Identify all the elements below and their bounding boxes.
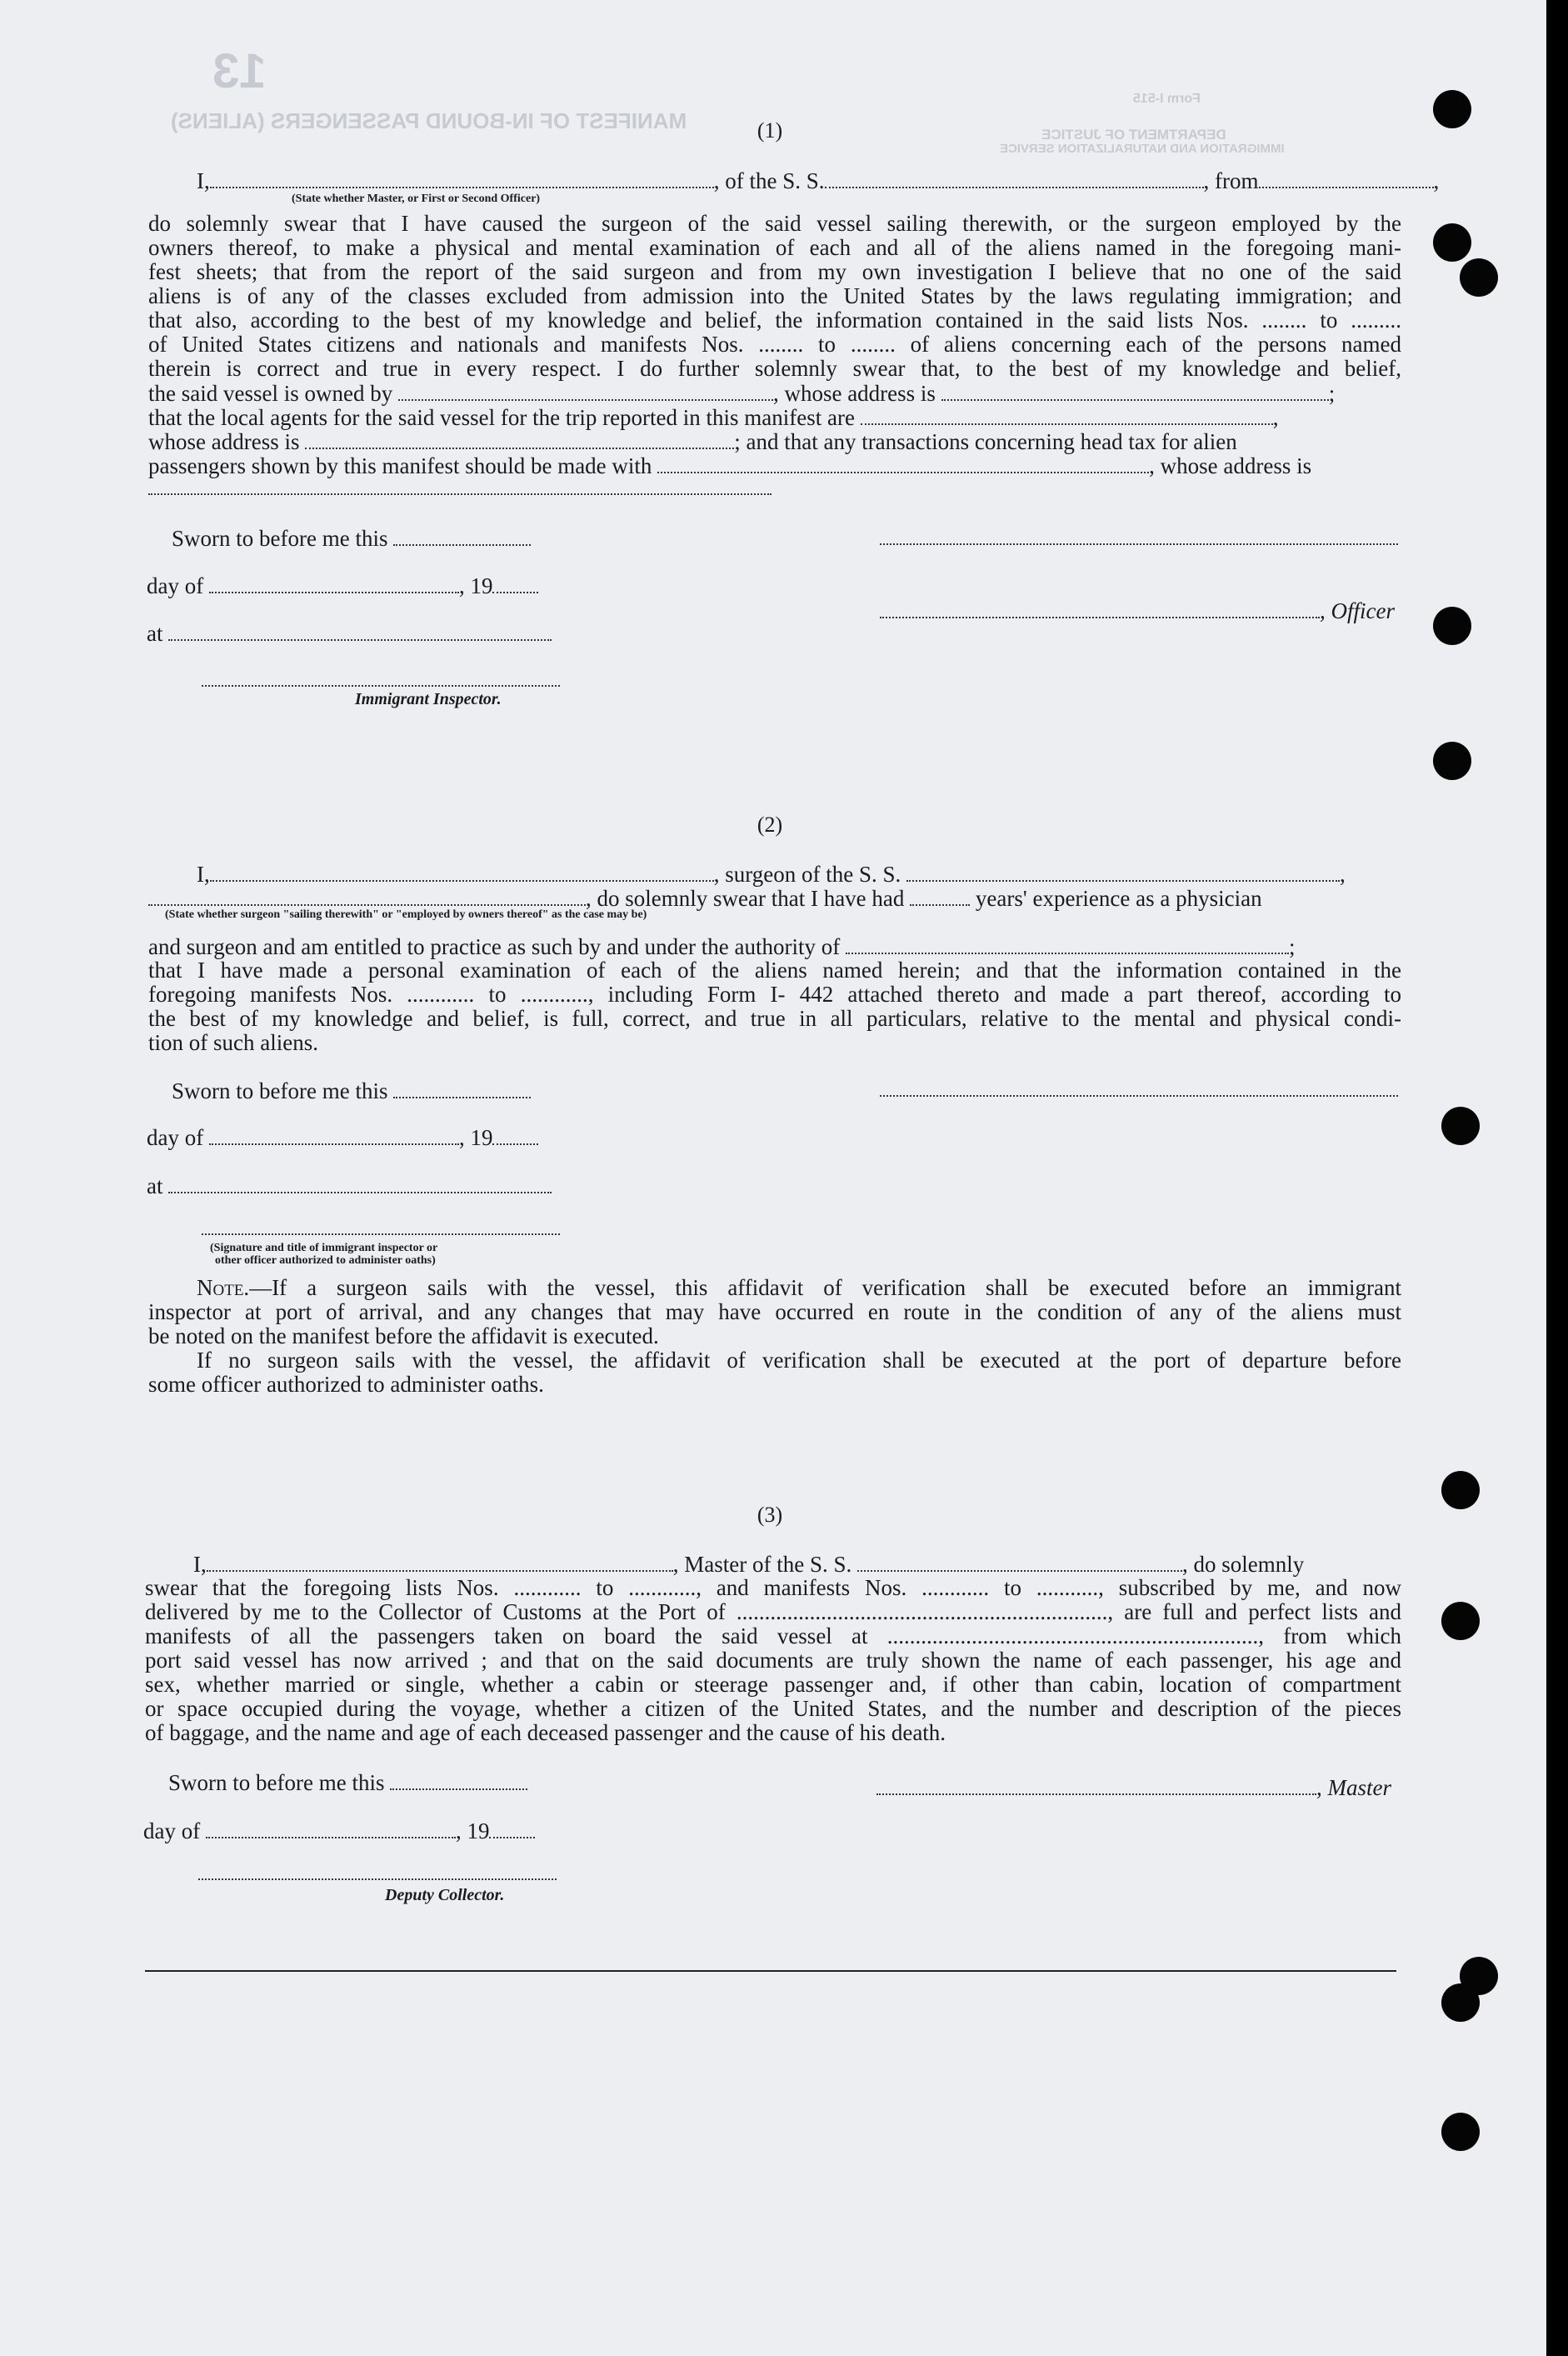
note-label: Note. bbox=[197, 1275, 250, 1300]
punch-hole bbox=[1441, 1471, 1480, 1509]
punch-hole bbox=[1441, 2113, 1480, 2151]
note-1-line: inspector at port of arrival, and any changes that may have occurred en route in the condition of any of the aliens must bbox=[148, 1299, 1401, 1324]
s1-owned-line bbox=[148, 381, 1335, 406]
s3-para-line: of baggage, and the name and age of each deceased passenger and the cause of his death. bbox=[145, 1720, 946, 1745]
sworn-date-field[interactable] bbox=[393, 1080, 531, 1098]
year-label: , 19 bbox=[458, 573, 493, 598]
month-field[interactable] bbox=[209, 575, 459, 593]
agents-address-field[interactable] bbox=[305, 431, 734, 449]
sworn-date-field[interactable] bbox=[390, 1772, 527, 1790]
year-field[interactable] bbox=[492, 1127, 538, 1145]
comma: , bbox=[1340, 862, 1346, 887]
s3-para-line: swear that the foregoing lists Nos. ............ to ............, and manifests Nos. ............ to ..........., subscribed by me, and now bbox=[145, 1575, 1401, 1600]
month-field[interactable] bbox=[209, 1127, 459, 1145]
punch-hole bbox=[1433, 90, 1471, 128]
s3-day-line bbox=[143, 1818, 535, 1843]
years-field[interactable] bbox=[910, 888, 970, 906]
at-label: at bbox=[147, 1173, 163, 1198]
s2-line2 bbox=[148, 886, 1262, 911]
note-2-line: some officer authorized to administer oaths. bbox=[148, 1372, 544, 1397]
s3-para-line: sex, whether married or single, whether a cabin or steerage passenger and, if other than cabin, location of compartment bbox=[145, 1672, 1401, 1697]
at-label: at bbox=[147, 621, 163, 646]
s1-comma: , bbox=[1433, 168, 1440, 193]
semicolon: ; bbox=[1289, 934, 1296, 959]
s1-agents-line bbox=[148, 405, 1278, 430]
s3-para-line: delivered by me to the Collector of Customs at the Port of .................................................................., are full and perfect lists and bbox=[145, 1599, 1401, 1624]
officer-title-field[interactable] bbox=[880, 600, 1320, 618]
note-2-line: If no surgeon sails with the vessel, the affidavit of verification shall be executed at the port of departure before bbox=[197, 1348, 1401, 1373]
note-1-text: —If a surgeon sails with the vessel, this affidavit of verification shall be executed before an immigrant bbox=[249, 1275, 1401, 1300]
day-of-label: day of bbox=[147, 573, 204, 598]
s1-para-line: therein is correct and true in every respect. I do further solemnly swear that, to the best of my knowledge and belief, bbox=[148, 356, 1401, 381]
note-2 bbox=[148, 1348, 1401, 1397]
head-tax-label: ; and that any transactions concerning head tax for alien bbox=[734, 429, 1237, 454]
agents-address-label: whose address is bbox=[148, 429, 300, 454]
s1-para-line: do solemnly swear that I have caused the surgeon of the said vessel sailing therewith, or the surgeon employed by the bbox=[148, 211, 1401, 236]
solemnly-label: , do solemnly bbox=[1181, 1552, 1305, 1577]
section-3-heading: (3) bbox=[757, 1503, 783, 1527]
s1-i-label: I, bbox=[197, 168, 210, 193]
signature-hint-1: (Signature and title of immigrant inspector or bbox=[210, 1242, 438, 1254]
day-of-label: day of bbox=[147, 1125, 204, 1150]
s1-at-line bbox=[147, 621, 552, 646]
agents-field[interactable] bbox=[861, 407, 1273, 425]
bleed-manifest-heading: MANIFEST OF IN-BOUND PASSENGERS (ALIENS) bbox=[171, 108, 687, 133]
from-port-field[interactable] bbox=[1259, 170, 1434, 188]
master-name-field[interactable] bbox=[207, 1553, 673, 1572]
inspector-signature-field[interactable] bbox=[202, 1233, 560, 1235]
s1-paragraph bbox=[148, 212, 1401, 381]
contact-address-field[interactable] bbox=[148, 493, 772, 495]
vessel-name-field[interactable] bbox=[825, 170, 1204, 188]
punch-hole bbox=[1460, 258, 1498, 297]
master-signature-field[interactable] bbox=[876, 1777, 1316, 1795]
s1-para-line: that also, according to the best of my knowledge and belief, the information contained in the said lists Nos. ........ to ......... bbox=[148, 308, 1401, 333]
officer-name-field[interactable] bbox=[210, 170, 714, 188]
signature-hint-2: other officer authorized to administer oaths) bbox=[215, 1254, 436, 1267]
s3-i-label: I, bbox=[193, 1552, 207, 1577]
s1-officer-line bbox=[880, 598, 1395, 623]
s2-paragraph bbox=[148, 958, 1401, 1055]
s1-address-line bbox=[148, 429, 1237, 454]
at-place-field[interactable] bbox=[168, 623, 552, 641]
bleed-dept: DEPARTMENT OF JUSTICE bbox=[1041, 127, 1226, 143]
s1-passengers-line bbox=[148, 453, 1311, 478]
at-place-field[interactable] bbox=[168, 1175, 552, 1193]
s3-master-line bbox=[876, 1775, 1391, 1800]
sworn-label: Sworn to before me this bbox=[168, 1770, 385, 1795]
year-field[interactable] bbox=[489, 1820, 535, 1838]
s2-para-line: that I have made a personal examination of each of the aliens named herein; and that the information contained in the bbox=[148, 958, 1401, 983]
master-label: , Master bbox=[1316, 1775, 1391, 1800]
officer-label: , Officer bbox=[1320, 598, 1395, 623]
semicolon: ; bbox=[1328, 381, 1336, 406]
s1-ss-label: , of the S. S. bbox=[713, 168, 825, 193]
owner-field[interactable] bbox=[398, 383, 773, 401]
s1-para-line: owners thereof, to make a physical and mental examination of each and all of the aliens named in the foregoing mani- bbox=[148, 235, 1401, 260]
surgeon-ss-label: , surgeon of the S. S. bbox=[713, 862, 901, 887]
day-of-label: day of bbox=[143, 1818, 201, 1843]
owned-label: the said vessel is owned by bbox=[148, 381, 393, 406]
s1-from-label: , from bbox=[1203, 168, 1259, 193]
punch-hole bbox=[1441, 1983, 1480, 2022]
note-1-line: be noted on the manifest before the affidavit is executed. bbox=[148, 1323, 659, 1348]
s1-para-line: aliens is of any of the classes excluded from admission into the United States by the laws regulating immigration; and bbox=[148, 283, 1401, 308]
passengers-label: passengers shown by this manifest should be made with bbox=[148, 453, 652, 478]
s2-day-line bbox=[147, 1125, 538, 1150]
month-field[interactable] bbox=[206, 1820, 456, 1838]
authority-label: and surgeon and am entitled to practice as such by and under the authority of bbox=[148, 934, 841, 959]
sworn-label: Sworn to before me this bbox=[172, 1078, 388, 1103]
bleed-form-ref: Form I-515 bbox=[1133, 92, 1201, 106]
collector-signature-field[interactable] bbox=[198, 1878, 557, 1880]
sworn-date-field[interactable] bbox=[393, 528, 531, 546]
inspector-caption: Immigrant Inspector. bbox=[355, 690, 502, 708]
s3-line1 bbox=[193, 1552, 1304, 1577]
owner-address-field[interactable] bbox=[941, 383, 1329, 401]
s1-para-line: fest sheets; that from the report of the said surgeon and from my own investigation I believe that no one of the said bbox=[148, 259, 1401, 284]
punch-hole bbox=[1433, 607, 1471, 645]
s2-para-line: tion of such aliens. bbox=[148, 1030, 318, 1055]
year-field[interactable] bbox=[492, 575, 538, 593]
sworn-label: Sworn to before me this bbox=[172, 526, 388, 551]
inspector-signature-field[interactable] bbox=[202, 685, 560, 687]
agents-label: that the local agents for the said vessel for the trip reported in this manifest are bbox=[148, 405, 855, 430]
authority-field[interactable] bbox=[846, 936, 1289, 954]
officer-hint: (State whether Master, or First or Second Officer) bbox=[292, 193, 541, 205]
punch-hole bbox=[1441, 1602, 1480, 1640]
owner-address-label: , whose address is bbox=[772, 381, 936, 406]
surgeon-signature-field[interactable] bbox=[880, 1095, 1398, 1097]
year-label: , 19 bbox=[458, 1125, 493, 1150]
s2-at-line bbox=[147, 1173, 552, 1198]
comma: , bbox=[1272, 405, 1279, 430]
surgeon-status-field[interactable] bbox=[148, 888, 586, 906]
s2-line1 bbox=[197, 862, 1346, 887]
bleed-number: 13 bbox=[212, 44, 267, 98]
officer-signature-field[interactable] bbox=[880, 543, 1398, 545]
year-label: , 19 bbox=[455, 1818, 490, 1843]
note-1 bbox=[148, 1276, 1401, 1348]
head-tax-contact-field[interactable] bbox=[657, 455, 1149, 473]
s2-para-line: the best of my knowledge and belief, is full, correct, and true in all particulars, relative to the mental and physical condi- bbox=[148, 1006, 1401, 1031]
collector-caption: Deputy Collector. bbox=[385, 1886, 505, 1904]
s2-i-label: I, bbox=[197, 862, 210, 887]
s3-para-line: manifests of all the passengers taken on board the said vessel at .................................................................., from which bbox=[145, 1623, 1401, 1648]
surgeon-hint: (State whether surgeon "sailing therewith" or "employed by owners thereof" as the case may be) bbox=[165, 908, 647, 921]
surgeon-name-field[interactable] bbox=[210, 863, 714, 882]
master-ss-label: , Master of the S. S. bbox=[672, 1552, 852, 1577]
punch-hole bbox=[1433, 223, 1471, 262]
s3-sworn-line bbox=[168, 1770, 527, 1795]
punch-hole bbox=[1433, 742, 1471, 780]
s3-paragraph bbox=[145, 1576, 1401, 1745]
s2-sworn-line bbox=[172, 1078, 531, 1103]
bottom-rule bbox=[145, 1970, 1396, 1972]
contact-address-label: , whose address is bbox=[1149, 453, 1312, 478]
section-2-heading: (2) bbox=[757, 813, 783, 837]
s3-para-line: port said vessel has now arrived ; and that on the said documents are truly shown the name of each passenger, his age and bbox=[145, 1648, 1401, 1673]
s3-vessel-field[interactable] bbox=[857, 1553, 1182, 1572]
note-1-line bbox=[148, 1276, 1401, 1300]
s1-para-line: of United States citizens and nationals and manifests Nos. ........ to ........ of aliens concerning each of the persons named bbox=[148, 332, 1401, 357]
section-1-heading: (1) bbox=[757, 118, 783, 143]
physician-label: years' experience as a physician bbox=[975, 886, 1262, 911]
bleed-service: IMMIGRATION AND NATURALIZATION SERVICE bbox=[1000, 142, 1285, 156]
s2-vessel-field[interactable] bbox=[906, 863, 1340, 882]
punch-hole bbox=[1441, 1107, 1480, 1145]
s1-line1 bbox=[197, 168, 1439, 193]
experience-label: , do solemnly swear that I have had bbox=[586, 886, 905, 911]
s2-para-line: foregoing manifests Nos. ............ to ............, including Form I- 442 attached thereto and made a part thereof, according to bbox=[148, 982, 1401, 1007]
s1-day-line bbox=[147, 573, 538, 598]
s1-sworn-line bbox=[172, 526, 531, 551]
s3-para-line: or space occupied during the voyage, whether a citizen of the United States, and the number and description of the pieces bbox=[145, 1696, 1401, 1721]
s2-auth-line bbox=[148, 934, 1296, 959]
